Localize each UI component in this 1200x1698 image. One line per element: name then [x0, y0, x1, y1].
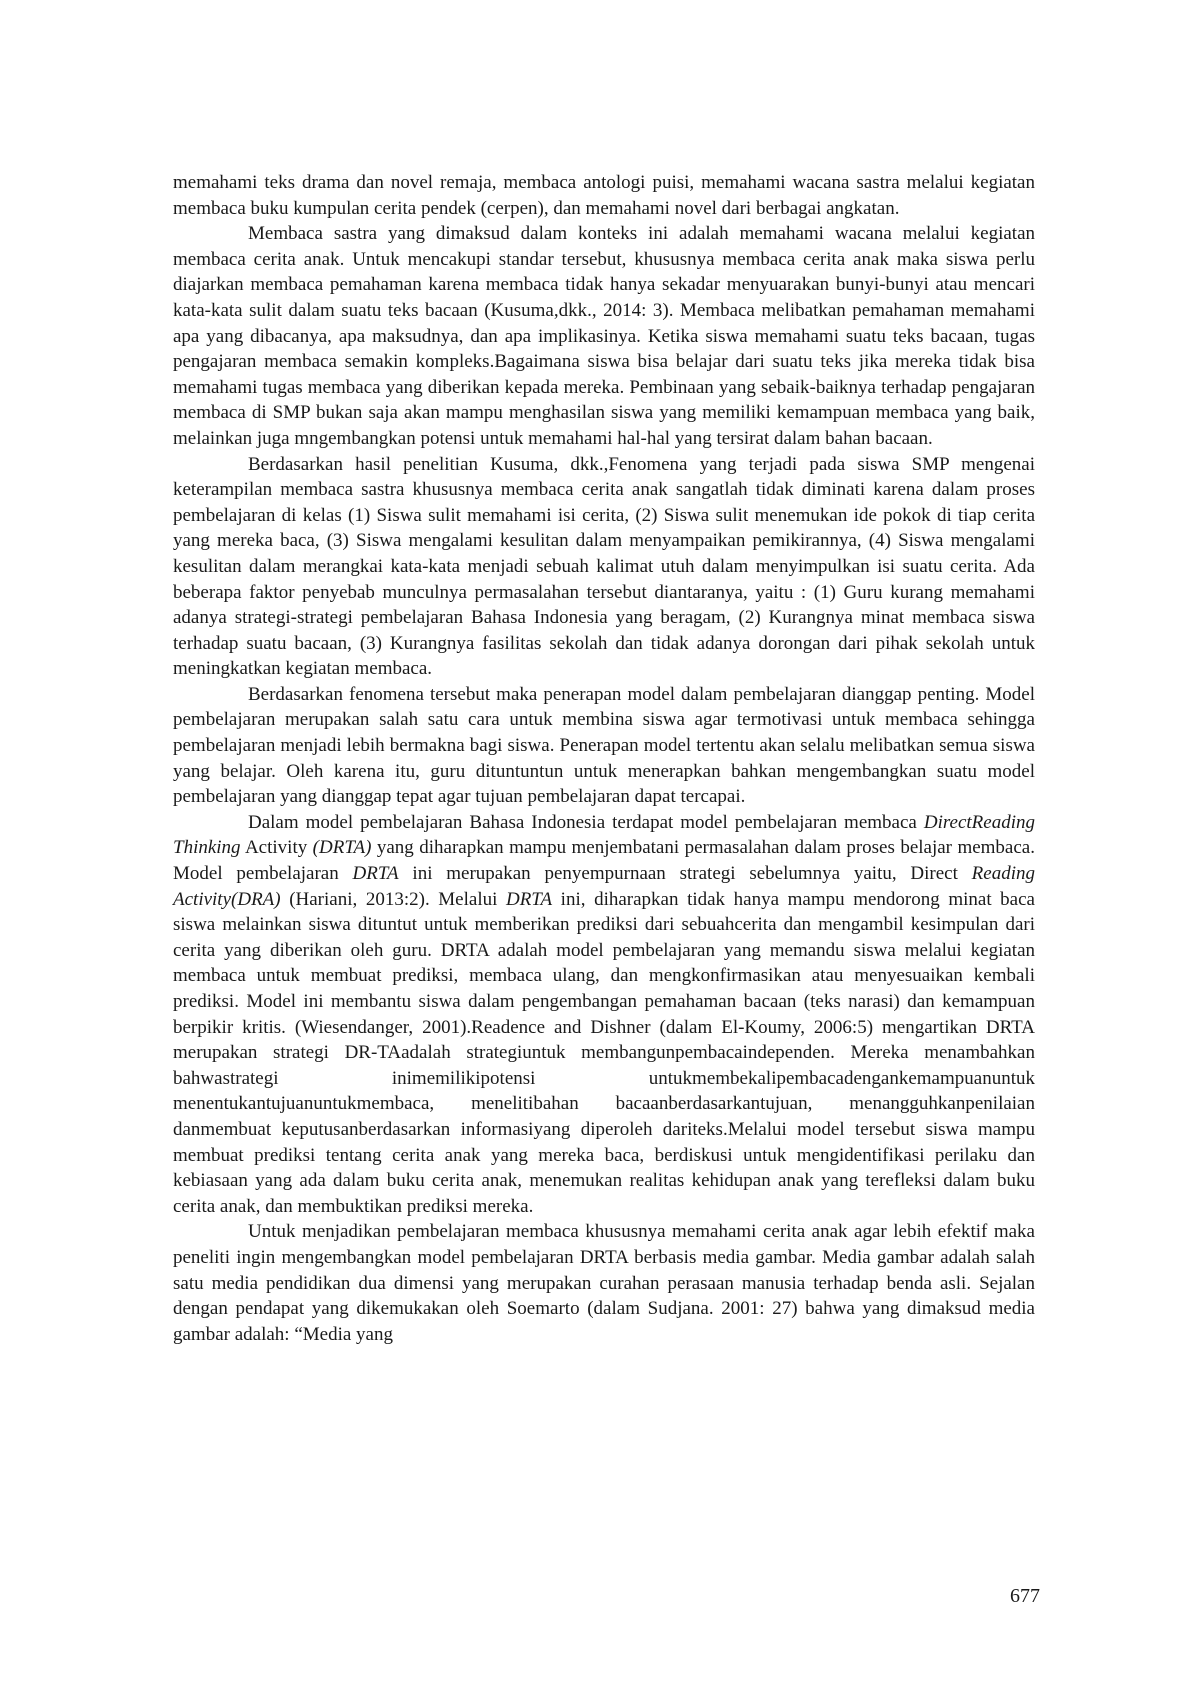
page-number: 677	[1010, 1585, 1040, 1607]
drta-text-3: yang diharapkan mampu menjembatani permasalahan dalam proses belajar membaca. Model pembelajaran	[173, 837, 1035, 885]
drta-italic-4: Reading Activity(DRA)	[173, 863, 1035, 910]
drta-text-1: Dalam model pembelajaran Bahasa Indonesia terdapat model pembelajaran membaca	[248, 811, 924, 833]
drta-text-4: ini merupakan penyempurnaan strategi sebelumnya yaitu, Direct	[398, 863, 972, 885]
drta-text-6: ini, diharapkan tidak hanya mampu mendorong minat baca siswa melainkan siswa dituntut untuk memberikan prediksi dari sebuahcerita dan mengambil kesimpulan dari cerita yang diberikan oleh guru. DRTA adalah model pembelajaran yang memandu siswa melalui kegiatan membaca untuk membuat prediksi, membaca ulang, dan mengkonfirmasikan atau menyesuaikan kembali prediksi. Model ini membantu siswa dalam pengembangan pemahaman bacaan (teks narasi) dan kemampuan berpikir kritis. (Wiesendanger, 2001).Readence and Dishner (dalam El-Koumy, 2006:5) mengartikan DRTA merupakan strategi DR-TAadalah strategiuntuk membangunpembacaindependen. Mereka menambahkan bahwastrategi inimemilikipotensi untukmembekalipembacadengankemampuanuntuk menentukantujuanuntukmembaca, menelitibahan bacaanberdasarkantujuan, menangguhkanpenilaian danmembuat keputusanberdasarkan informasiyang diperoleh dariteks.Melalui model tersebut siswa mampu membuat prediksi tentang cerita anak yang mereka baca, berdiskusi untuk mengidentifikasi perilaku dan kebiasaan yang ada dalam buku cerita anak, menemukan realitas kehidupan anak yang terefleksi dalam buku cerita anak, dan membuktikan prediksi mereka.	[173, 888, 1035, 1217]
drta-italic-3: DRTA	[352, 863, 399, 885]
drta-italic-5: DRTA	[505, 888, 553, 910]
body-text	[173, 170, 1035, 1347]
paragraph-media-gambar: Untuk menjadikan pembelajaran membaca khususnya memahami cerita anak agar lebih efektif maka peneliti ingin mengembangkan model pembelajaran DRTA berbasis media gambar. Media gambar adalah salah satu media pendidikan dua dimensi yang merupakan curahan perasaan manusia terhadap benda asli. Sejalan dengan pendapat yang dikemukakan oleh Soemarto (dalam Sudjana. 2001: 27) bahwa yang dimaksud media gambar adalah: “Media yang	[173, 1221, 1035, 1345]
drta-italic-1: DirectReading Thinking	[173, 811, 1035, 859]
drta-text-2: Activity	[240, 837, 313, 859]
drta-text-5: (Hariani, 2013:2). Melalui	[280, 888, 506, 910]
paragraph-hasil-penelitian: Berdasarkan hasil penelitian Kusuma, dkk.,Fenomena yang terjadi pada siswa SMP mengenai keterampilan membaca sastra khususnya membaca cerita anak sangatlah tidak diminati karena dalam proses pembelajaran di kelas (1) Siswa sulit memahami isi cerita, (2) Siswa sulit menemukan ide pokok di tiap cerita yang mereka baca, (3) Siswa mengalami kesulitan dalam menyampaikan pemikirannya, (4) Siswa mengalami kesulitan dalam merangkai kata-kata menjadi sebuah kalimat utuh dalam menyimpulkan isi suatu cerita. Ada beberapa faktor penyebab munculnya permasalahan tersebut diantaranya, yaitu : (1) Guru kurang memahami adanya strategi-strategi pembelajaran Bahasa Indonesia yang beragam, (2) Kurangnya minat membaca siswa terhadap suatu bacaan, (3) Kurangnya fasilitas sekolah dan tidak adanya dorongan dari pihak sekolah untuk meningkatkan kegiatan membaca.	[173, 453, 1035, 680]
paragraph-drta	[173, 810, 1035, 1220]
paragraph-fenomena: Berdasarkan fenomena tersebut maka penerapan model dalam pembelajaran dianggap penting. Model pembelajaran merupakan salah satu cara untuk membina siswa agar termotivasi untuk membaca sehingga pembelajaran menjadi lebih bermakna bagi siswa. Penerapan model tertentu akan selalu melibatkan semua siswa yang belajar. Oleh karena itu, guru dituntuntun untuk menerapkan bahkan mengembangkan suatu model pembelajaran yang dianggap tepat agar tujuan pembelajaran dapat tercapai.	[173, 683, 1035, 808]
paragraph-membaca-sastra: Membaca sastra yang dimaksud dalam konteks ini adalah memahami wacana melalui kegiatan membaca cerita anak. Untuk mencakupi standar tersebut, khususnya membaca cerita anak maka siswa perlu diajarkan membaca pemahaman karena membaca tidak hanya sekadar menyuarakan bunyi-bunyi atau mencari kata-kata sulit dalam suatu teks bacaan (Kusuma,dkk., 2014: 3). Membaca melibatkan pemahaman memahami apa yang dibacanya, apa maksudnya, dan apa implikasinya. Ketika siswa memahami suatu teks bacaan, tugas pengajaran membaca semakin kompleks.Bagaimana siswa bisa belajar dari suatu teks jika mereka tidak bisa memahami tugas membaca yang diberikan kepada mereka. Pembinaan yang sebaik-baiknya terhadap pengajaran membaca di SMP bukan saja akan mampu menghasilan siswa yang memiliki kemampuan membaca yang baik, melainkan juga mngembangkan potensi untuk memahami hal-hal yang tersirat dalam bahan bacaan.	[173, 223, 1035, 449]
paragraph-continuation: memahami teks drama dan novel remaja, membaca antologi puisi, memahami wacana sastra melalui kegiatan membaca buku kumpulan cerita pendek (cerpen), dan memahami novel dari berbagai angkatan.	[173, 172, 1035, 219]
drta-italic-2: (DRTA)	[312, 837, 372, 859]
